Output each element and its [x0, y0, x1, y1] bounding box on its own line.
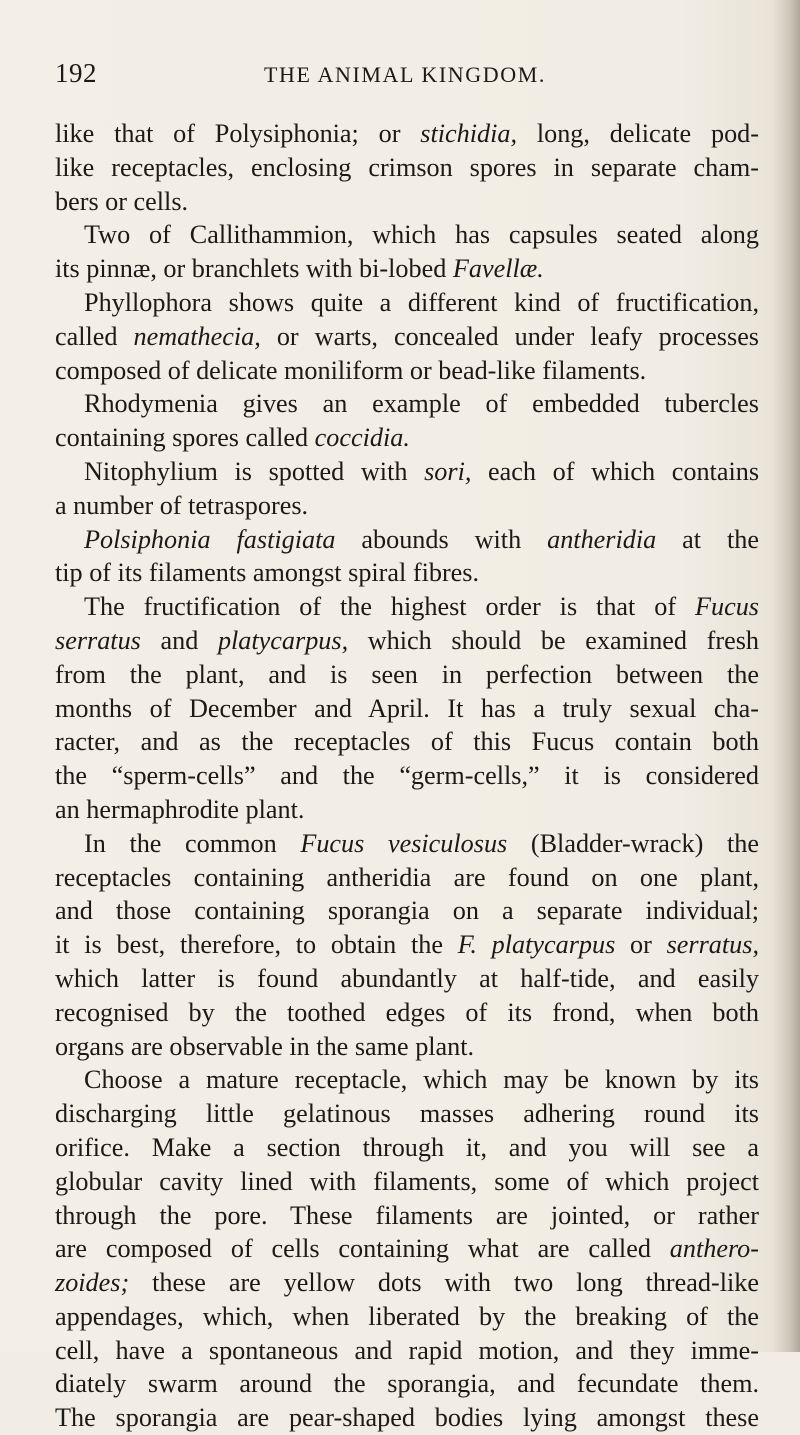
text-line [55, 624, 759, 658]
text-segment: globular cavity lined with filaments, some of which project [55, 1166, 759, 1196]
text-segment: racter, and as the receptacles of this Fucus contain both [55, 727, 759, 757]
italic-term: antheridia [547, 524, 657, 554]
text-line [55, 759, 759, 793]
text-line [55, 894, 759, 928]
text-line [55, 1401, 759, 1435]
text-segment: like receptacles, enclosing crimson spores in separate cham- [55, 152, 759, 182]
page-number: 192 [55, 58, 97, 88]
italic-term: serratus, [666, 930, 759, 960]
text-line [55, 489, 759, 523]
text-segment: Two of Callithammion, which has capsules seated along [84, 220, 759, 250]
text-segment: called [55, 321, 134, 351]
text-line [55, 387, 759, 421]
page-edge-shadow [774, 0, 800, 1352]
italic-term: platycarpus, [217, 625, 349, 655]
text-segment: it is best, therefore, to obtain the [55, 930, 458, 960]
text-segment: Rhodymenia gives an example of embedded tubercles [84, 389, 759, 419]
text-line [55, 556, 759, 590]
text-line [55, 185, 759, 219]
italic-term: zoides; [55, 1268, 130, 1298]
text-segment: through the pore. These filaments are jointed, or rather [55, 1200, 759, 1230]
text-line [55, 1232, 759, 1266]
text-line [55, 354, 759, 388]
text-segment: abounds with [335, 524, 548, 554]
text-line [55, 590, 759, 624]
text-line [55, 962, 759, 996]
text-line [55, 793, 759, 827]
text-line [55, 928, 759, 962]
text-segment: a number of tetraspores. [55, 490, 309, 520]
text-line [55, 1165, 759, 1199]
text-line [55, 117, 759, 151]
text-segment: tip of its filaments amongst spiral fibres. [55, 558, 480, 588]
text-line [55, 1063, 759, 1097]
text-segment: from the plant, and is seen in perfection between the [55, 659, 759, 689]
text-line [55, 455, 759, 489]
text-line [55, 996, 759, 1030]
body-text [55, 117, 759, 1435]
text-segment: cell, have a spontaneous and rapid motion, and they imme- [55, 1335, 759, 1365]
text-segment: long, delicate pod- [517, 119, 759, 148]
text-segment: and [140, 625, 218, 655]
text-line [55, 1367, 759, 1401]
text-segment: each of which contains [471, 456, 760, 486]
italic-term: sori, [424, 456, 472, 486]
text-line [55, 1131, 759, 1165]
text-segment: or warts, concealed under leafy processes [260, 321, 760, 351]
text-segment: appendages, which, when liberated by the breaking of the [55, 1301, 759, 1331]
text-segment: like that of Polysiphonia; or [55, 119, 421, 148]
text-line [55, 861, 759, 895]
text-segment: The sporangia are pear-shaped bodies lying amongst these [55, 1403, 759, 1433]
text-line [55, 1334, 759, 1368]
text-segment: Nitophylium is spotted with [84, 456, 425, 486]
text-line [55, 1030, 759, 1064]
italic-term: Favellæ. [452, 254, 544, 284]
text-segment: the “sperm-cells” and the “germ-cells,” it is considered [55, 761, 759, 791]
italic-term: stichidia, [420, 119, 518, 148]
text-segment: receptacles containing antheridia are found on one plant, [55, 862, 759, 892]
text-line [55, 218, 759, 252]
text-segment: organs are observable in the same plant. [55, 1031, 475, 1061]
text-segment: orifice. Make a section through it, and you will see a [55, 1132, 759, 1162]
page-header [55, 58, 755, 92]
text-line [55, 1199, 759, 1233]
italic-term: nemathecia, [133, 321, 261, 351]
text-segment: composed of delicate moniliform or bead-like filaments. [55, 355, 647, 385]
text-line [55, 421, 759, 455]
text-segment: at the [656, 524, 759, 554]
text-segment: containing spores called [55, 423, 315, 453]
running-title: THE ANIMAL KINGDOM. [264, 62, 546, 87]
text-segment: and those containing sporangia on a separate individual; [55, 896, 759, 926]
text-segment: which should be examined fresh [348, 625, 760, 655]
italic-term: Polsiphonia fastigiata [84, 524, 336, 554]
text-segment: diately swarm around the sporangia, and fecundate them. [55, 1369, 759, 1399]
text-segment: (Bladder-wrack) the [507, 828, 759, 858]
text-segment: months of December and April. It has a truly sexual cha- [55, 693, 759, 723]
text-line [55, 1097, 759, 1131]
text-segment: its pinnæ, or branchlets with bi-lobed [55, 254, 453, 284]
text-segment: In the common [84, 828, 301, 858]
text-line [55, 692, 759, 726]
text-line [55, 1300, 759, 1334]
text-segment: or [615, 930, 667, 960]
text-line [55, 725, 759, 759]
text-line [55, 151, 759, 185]
text-segment: recognised by the toothed edges of its frond, when both [55, 997, 759, 1027]
italic-term: serratus [55, 625, 141, 655]
italic-term: F. platycarpus [457, 930, 616, 960]
text-line [55, 286, 759, 320]
text-segment: discharging little gelatinous masses adhering round its [55, 1099, 759, 1129]
text-line [55, 320, 759, 354]
text-line [55, 827, 759, 861]
text-segment: which latter is found abundantly at half-tide, and easily [55, 963, 759, 993]
text-segment: are composed of cells containing what are called [55, 1234, 670, 1264]
text-line [55, 252, 759, 286]
text-segment: Choose a mature receptacle, which may be known by its [84, 1065, 759, 1095]
text-line [55, 658, 759, 692]
text-line [55, 523, 759, 557]
text-segment: The fructification of the highest order is that of [84, 592, 695, 622]
text-segment: bers or cells. [55, 186, 189, 216]
text-line [55, 1266, 759, 1300]
text-segment: an hermaphrodite plant. [55, 794, 305, 824]
text-segment: these are yellow dots with two long thread-like [129, 1268, 759, 1298]
italic-term: Fucus vesiculosus [300, 828, 508, 858]
italic-term: anthero- [669, 1234, 759, 1264]
italic-term: coccidia. [314, 423, 410, 453]
text-segment: Phyllophora shows quite a different kind of fructification, [84, 287, 759, 317]
italic-term: Fucus [695, 592, 759, 622]
